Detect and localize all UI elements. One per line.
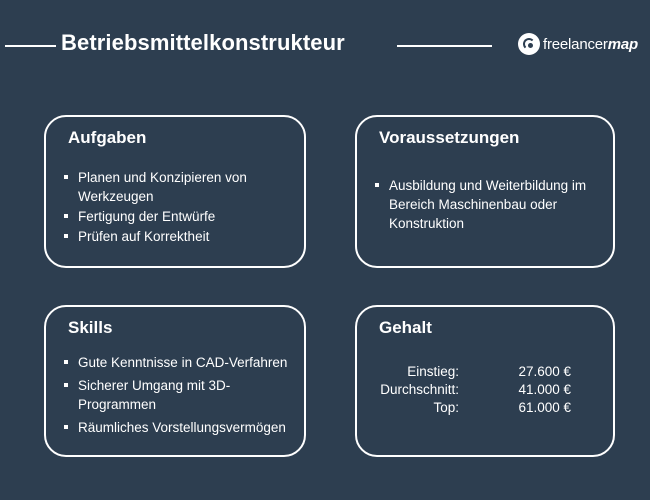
salary-value: 27.600 € xyxy=(518,364,571,379)
salary-row-einstieg xyxy=(357,364,613,383)
list-item-text: Ausbildung und Weiterbildung im Bereich Maschinenbau oder Konstruktion xyxy=(389,178,587,231)
bullet-icon xyxy=(64,234,68,238)
page-title: Betriebsmittelkonstrukteur xyxy=(61,30,345,55)
salary-label: Durchschnitt: xyxy=(380,382,459,397)
freelancermap-logo-icon xyxy=(518,33,540,55)
list-item xyxy=(63,168,293,206)
list-item xyxy=(63,353,303,372)
card-skills xyxy=(44,305,306,457)
freelancermap-logo xyxy=(518,33,638,55)
salary-label: Top: xyxy=(433,400,459,415)
list-item xyxy=(374,176,604,233)
card-voraussetzungen xyxy=(355,115,615,268)
bullet-icon xyxy=(64,214,68,218)
bullet-icon xyxy=(64,360,68,364)
list-item xyxy=(63,227,293,246)
voraussetzungen-list xyxy=(374,176,604,234)
card-title-gehalt: Gehalt xyxy=(379,318,432,337)
list-item-text: Gute Kenntnisse in CAD-Verfahren xyxy=(78,355,288,370)
logo-text-bold: map xyxy=(607,35,638,53)
list-item xyxy=(63,207,293,226)
salary-row-top xyxy=(357,400,613,419)
bullet-icon xyxy=(375,183,379,187)
salary-row-durchschnitt xyxy=(357,382,613,401)
card-aufgaben xyxy=(44,115,306,268)
bullet-icon xyxy=(64,425,68,429)
list-item-text: Fertigung der Entwürfe xyxy=(78,209,216,224)
aufgaben-list xyxy=(63,168,293,247)
card-title-skills: Skills xyxy=(68,318,113,337)
list-item xyxy=(63,418,303,437)
list-item-text: Sicherer Umgang mit 3D-Programmen xyxy=(78,378,231,412)
title-rule-left xyxy=(5,45,56,47)
logo-wordmark xyxy=(543,36,638,53)
card-gehalt xyxy=(355,305,615,457)
salary-value: 41.000 € xyxy=(518,382,571,397)
list-item-text: Räumliches Vorstellungsvermögen xyxy=(78,420,286,435)
card-title-aufgaben: Aufgaben xyxy=(68,128,147,147)
salary-value: 61.000 € xyxy=(518,400,571,415)
list-item xyxy=(63,376,303,414)
list-item-text: Planen und Konzipieren von Werkzeugen xyxy=(78,170,247,204)
bullet-icon xyxy=(64,383,68,387)
title-rule-right xyxy=(397,45,492,47)
skills-list xyxy=(63,353,303,441)
list-item-text: Prüfen auf Korrektheit xyxy=(78,229,210,244)
logo-text-thin: freelancer xyxy=(543,35,608,53)
salary-label: Einstieg: xyxy=(407,364,459,379)
card-title-voraussetzungen: Voraussetzungen xyxy=(379,128,520,147)
bullet-icon xyxy=(64,175,68,179)
